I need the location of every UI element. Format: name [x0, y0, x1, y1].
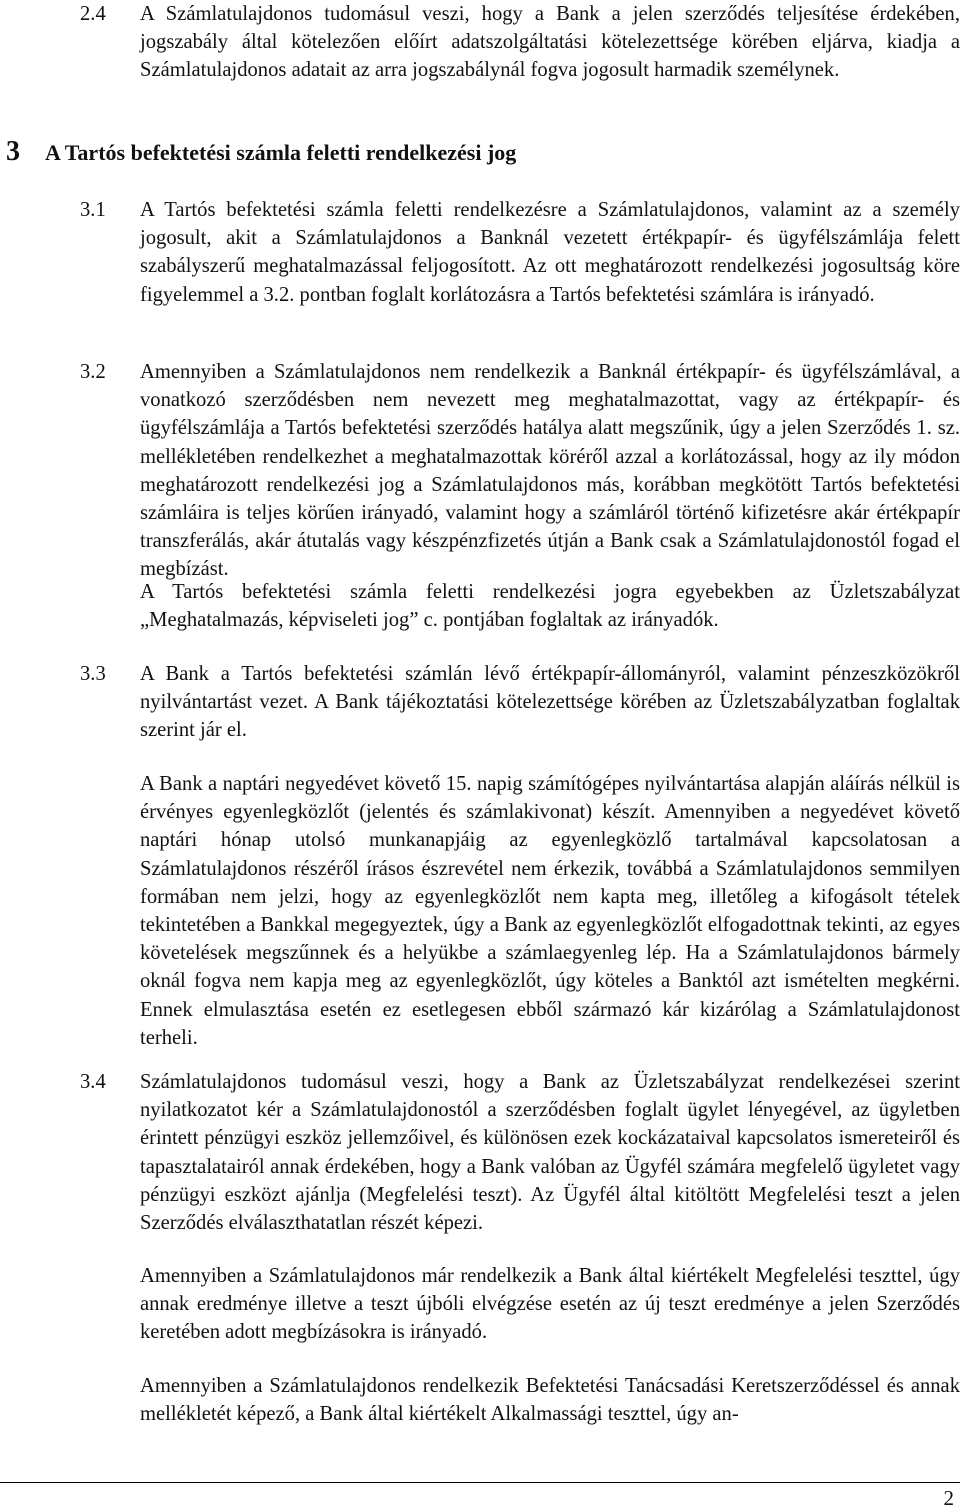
page-number: 2 [943, 1486, 954, 1510]
paragraph-3-3-continued: A Bank a naptári negyedévet követő 15. napig számítógépes nyilvántartása alapján aláírás nélkül is érvényes egyenlegközlőt (jelentés és számlakivonat) készít. Amennyiben a negyedévet követő naptári hónap utolsó munkanapjáig az egyenlegközlő tartalmával kapcsolatosan a Számlatulajdonos részéről írásos észrevétel nem érkezik, továbbá a Számlatulajdonos semmilyen formában nem jelzi, hogy az egyenlegközlőt nem kapta meg, illetőleg a kifogásolt tételek tekintetében a Bankkal megegyeztek, úgy a Bank az egyenlegközlőt elfogadottnak tekinti, az egyes követelések megszűnnek és a helyükbe a számlaegyenleg lép. Ha a Számlatulajdonos bármely oknál fogva nem kapja meg az egyenlegközlőt, úgy köteles a Banktól azt ismételten megkérni. Ennek elmulasztása esetén ez esetlegesen ebből származó kár kizárólag a Számlatulajdonost terheli. [140, 773, 960, 1049]
paragraph-text: A Bank a Tartós befektetési számlán lévő értékpapír-állományról, valamint pénzeszközökről nyilvántartást vezet. A Bank tájékoztatási kötelezettsége körében az Üzletszabályzatban foglaltak szerint jár el. [140, 663, 960, 742]
paragraph-text: A Tartós befektetési számla feletti rendelkezésre a Számlatulajdonos, valamint az a személy jogosult, akit a Számlatulajdonos a Banknál vezetett értékpapír- és ügyfélszámlája felett szabályszerű meghatalmazással feljogosított. Az ott meghatározott rendelkezési jogosultság köre figyelemmel a 3.2. pontban foglalt korlátozásra a Tartós befektetési számlára is irányadó. [140, 199, 960, 306]
paragraph-3-2 [80, 358, 960, 584]
paragraph-3-4 [80, 1068, 960, 1237]
paragraph-number: 3.3 [80, 663, 106, 685]
paragraph-text: Amennyiben a Számlatulajdonos nem rendelkezik a Banknál értékpapír- és ügyfélszámlával, a vonatkozó szerződésben nem nevezett meg meghatalmazottat, vagy az értékpapír- és ügyfélszámlája a Tartós befektetési szerződés hatálya alatt megszűnik, úgy a jelen Szerződés 1. sz. mellékletében rendelkezhet a meghatalmazottak köréről azzal a korlátozással, hogy az ily módon meghatározott rendelkezési jog a Számlatulajdonos más, korábban megkötött Tartós befektetési számláira is teljes körűen irányadó, valamint hogy a számláról történő kifizetésre akár értékpapír transzferálás, akár átutalás vagy készpénzfizetés útján a Bank csak a Számlatulajdonostól fogad el megbízást. [140, 361, 960, 581]
paragraph-text: A Számlatulajdonos tudomásul veszi, hogy a Bank a jelen szerződés teljesítése érdekében, jogszabály által kötelezően előírt adatszolgáltatási kötelezettsége körében eljárva, kiadja a Számlatulajdonos adatait az arra jogszabálynál fogva jogosult harmadik személynek. [140, 3, 960, 82]
paragraph-3-3 [80, 660, 960, 745]
paragraph-2-4 [80, 0, 960, 85]
paragraph-text: Számlatulajdonos tudomásul veszi, hogy a Bank az Üzletszabályzat rendelkezései szerint nyilatkozatot kér a Számlatulajdonostól a szerződésben foglalt ügylet lényegével, az ügyletben érintett pénzügyi eszköz jellemzőivel, és különösen ezek kockázataival kapcsolatos ismereteiről és tapasztalatairól annak érdekében, hogy a Bank valóban az Ügyfél számára megfelelő ügyletet vagy pénzügyi eszközt ajánlja (Megfelelési teszt). Az Ügyfél által kitöltött Megfelelési teszt a jelen Szerződés elválaszthatatlan részét képezi. [140, 1071, 960, 1235]
section-number: 3 [6, 136, 20, 167]
paragraph-3-1 [80, 196, 960, 309]
paragraph-number: 2.4 [80, 3, 106, 25]
footer-divider [0, 1482, 960, 1483]
paragraph-number: 3.2 [80, 361, 106, 383]
paragraph-number: 3.1 [80, 199, 106, 221]
paragraph-number: 3.4 [80, 1071, 106, 1093]
paragraph-3-4-continued-2: Amennyiben a Számlatulajdonos rendelkezik Befektetési Tanácsadási Keretszerződéssel és annak mellékletét képező, a Bank által kiértékelt Alkalmassági teszttel, úgy an- [140, 1375, 960, 1426]
paragraph-3-4-continued: Amennyiben a Számlatulajdonos már rendelkezik a Bank által kiértékelt Megfelelési teszttel, úgy annak eredménye illetve a teszt újbóli elvégzése esetén az új teszt eredménye a jelen Szerződés keretében adott megbízásokra is irányadó. [140, 1265, 960, 1344]
paragraph-3-2-continued: A Tartós befektetési számla feletti rendelkezési jogra egyebekben az Üzletszabályzat „Meghatalmazás, képviseleti jog” c. pontjában foglaltak az irányadók. [140, 581, 960, 632]
section-title: A Tartós befektetési számla feletti rendelkezési jog [45, 140, 517, 165]
